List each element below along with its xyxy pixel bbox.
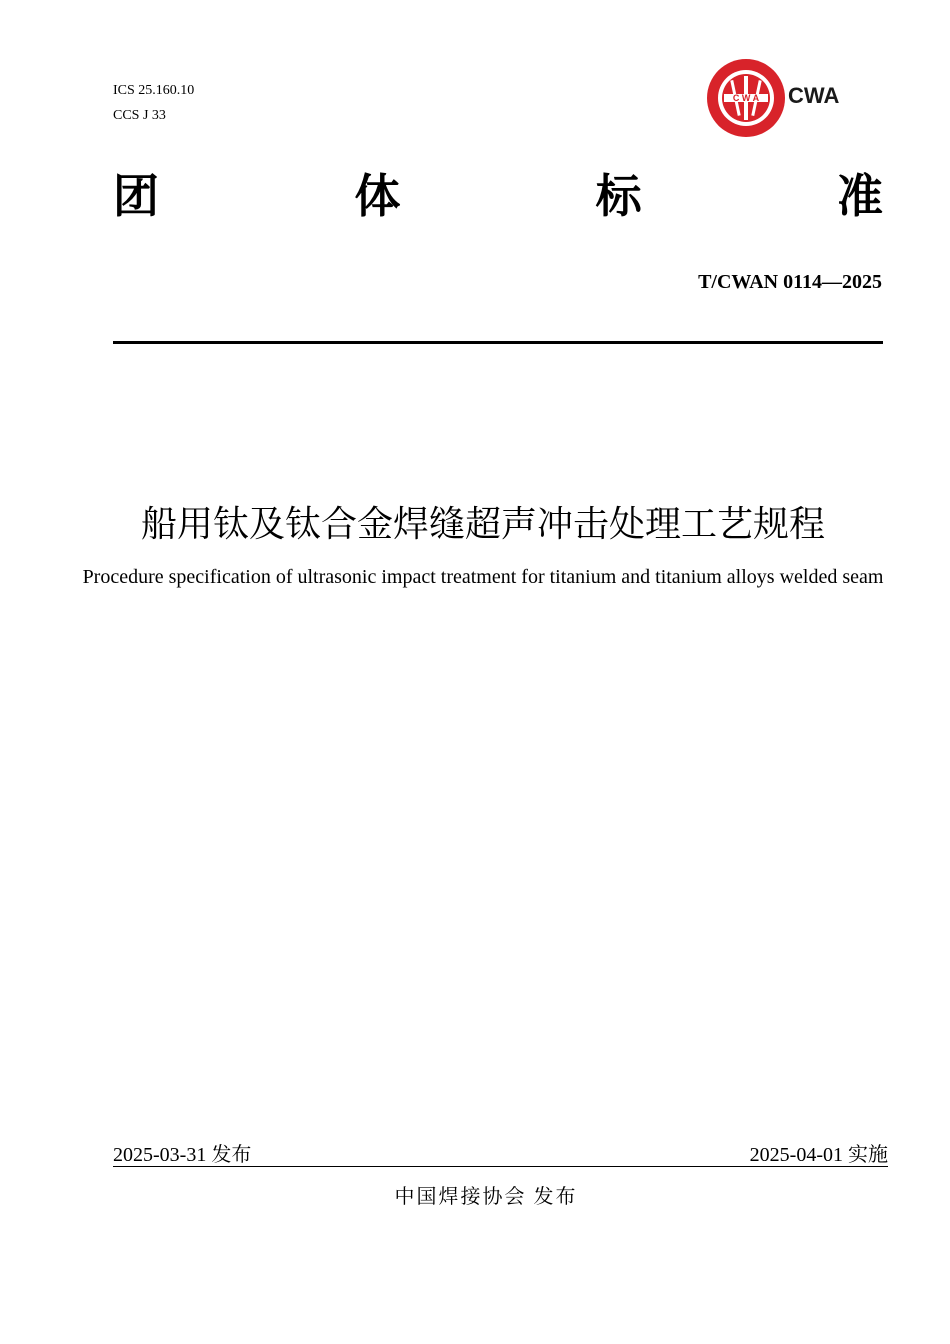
publish-date: 2025-03-31 发布	[113, 1144, 252, 1166]
standard-number: T/CWAN 0114—2025	[698, 271, 882, 293]
standard-type-char: 体	[354, 169, 401, 223]
standard-type-char: 标	[595, 169, 642, 223]
cwa-emblem-icon	[704, 56, 788, 140]
standard-type	[113, 170, 883, 222]
bottom-divider	[113, 1166, 888, 1167]
publisher: 中国焊接协会 发布	[394, 1186, 578, 1208]
top-divider	[113, 341, 883, 344]
ics-code: ICS 25.160.10	[113, 83, 195, 98]
implement-date: 2025-04-01 实施	[749, 1144, 888, 1166]
classification-codes	[113, 78, 194, 128]
title-english: Procedure specification of ultrasonic impact treatment for titanium and titanium alloys welded seam	[82, 566, 884, 588]
standard-type-char: 准	[836, 169, 883, 223]
cwa-logo	[700, 48, 860, 148]
ccs-code: CCS J 33	[113, 108, 166, 123]
logo-text: CWA	[788, 83, 840, 108]
title-chinese: 船用钛及钛合金焊缝超声冲击处理工艺规程	[140, 504, 825, 545]
svg-text:C W A: C W A	[732, 93, 760, 103]
standard-type-char: 团	[113, 169, 159, 223]
